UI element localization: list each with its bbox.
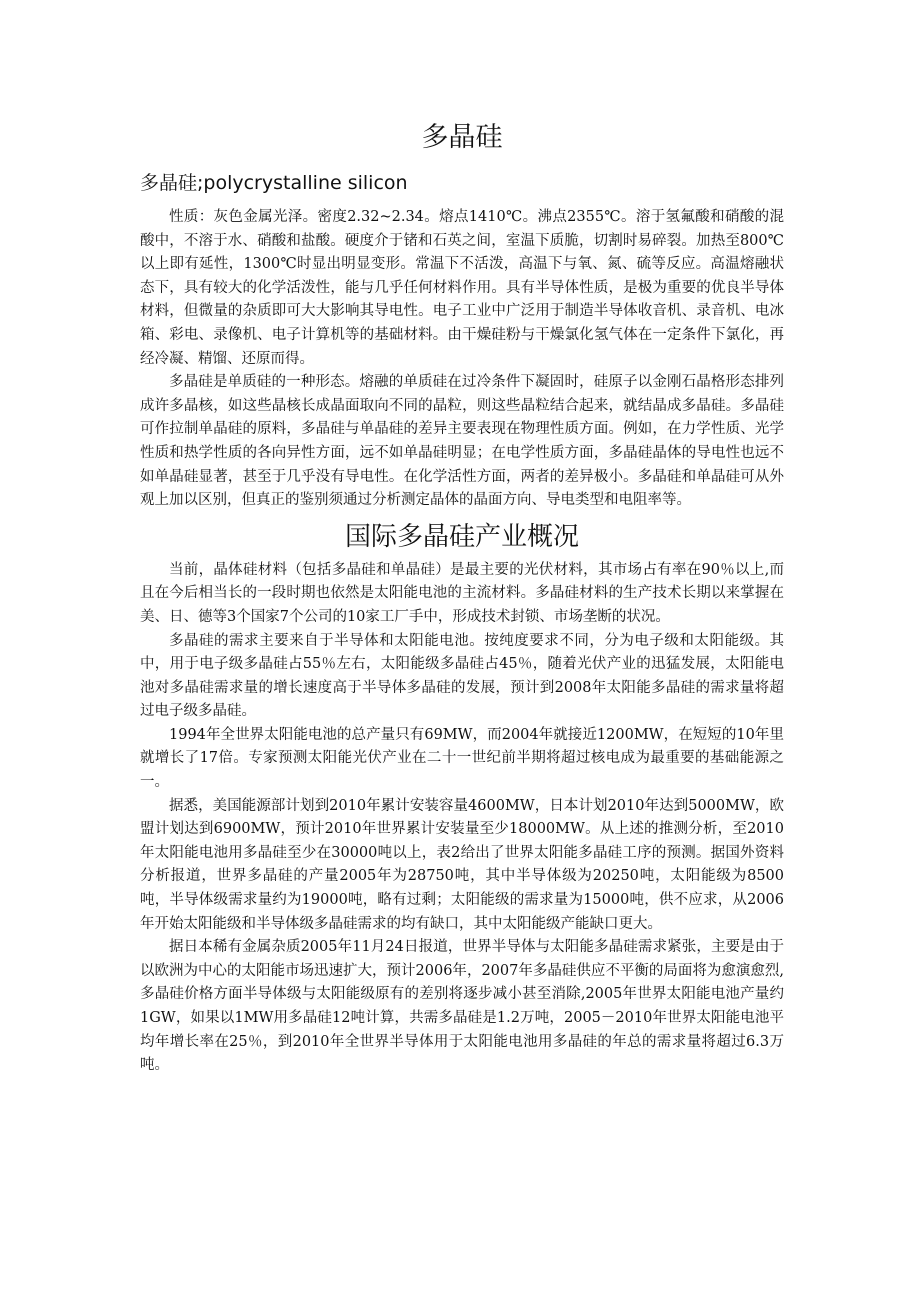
paragraph-properties: 性质：灰色金属光泽。密度2.32~2.34。熔点1410℃。沸点2355℃。溶于氢氟酸和硝酸的混酸中，不溶于水、硝酸和盐酸。硬度介于锗和石英之间，室温下质脆，切割时易碎裂。加热至800℃以上即有延性，1300℃时显出明显变形。常温下不活泼，高温下与氧、氮、硫等反应。高温熔融状态下，具有较大的化学活泼性，能与几乎任何材料作用。具有半导体性质，是极为重要的优良半导体材料，但微量的杂质即可大大影响其导电性。电子工业中广泛用于制造半导体收音机、录音机、电冰箱、彩电、录像机、电子计算机等的基础材料。由干燥硅粉与干燥氯化氢气体在一定条件下氯化，再经冷凝、精馏、还原而得。 [140, 209, 784, 367]
paragraph-morphology: 多晶硅是单质硅的一种形态。熔融的单质硅在过冷条件下凝固时，硅原子以金刚石晶格形态排列成许多晶核，如这些晶核长成晶面取向不同的晶粒，则这些晶粒结合起来，就结晶成多晶硅。多晶硅可作拉制单晶硅的原料，多晶硅与单晶硅的差异主要表现在物理性质方面。例如，在力学性质、光学性质和热学性质的各向异性方面，远不如单晶硅明显；在电学性质方面，多晶硅晶体的导电性也远不如单晶硅显著，甚至于几乎没有导电性。在化学活性方面，两者的差异极小。多晶硅和单晶硅可从外观上加以区别，但真正的鉴别须通过分析测定晶体的晶面方向、导电类型和电阻率等。 [140, 374, 784, 509]
page-title: 多晶硅 [421, 122, 503, 153]
paragraph-installation-plans: 据悉，美国能源部计划到2010年累计安装容量4600MW，日本计划2010年达到5000MW，欧盟计划达到6900MW，预计2010年世界累计安装量至少18000MW。从上述的推测分析，至2010年太阳能电池用多晶硅至少在30000吨以上，表2给出了世界太阳能多晶硅工序的预测。据国外资料分析报道，世界多晶硅的产量2005年为28750吨，其中半导体级为20250吨，太阳能级为8500吨，半导体级需求量约为19000吨，略有过剩；太阳能级的需求量为15000吨，供不应求，从2006年开始太阳能级和半导体级多晶硅需求的均有缺口，其中太阳能级产能缺口更大。 [140, 797, 784, 932]
paragraph-production-growth: 1994年全世界太阳能电池的总产量只有69MW，而2004年就接近1200MW，在短短的10年里就增长了17倍。专家预测太阳能光伏产业在二十一世纪前半期将超过核电成为最重要的基础能源之一。 [140, 726, 784, 791]
paragraph-market-share: 当前，晶体硅材料（包括多晶硅和单晶硅）是最主要的光伏材料，其市场占有率在90％以上,而且在今后相当长的一段时期也依然是太阳能电池的主流材料。多晶硅材料的生产技术长期以来掌握在美、日、德等3个国家7个公司的10家工厂手中，形成技术封锁、市场垄断的状况。 [140, 561, 784, 625]
subtitle: 多晶硅;polycrystalline silicon [140, 172, 408, 194]
paragraph-demand: 多晶硅的需求主要来自于半导体和太阳能电池。按纯度要求不同，分为电子级和太阳能级。其中，用于电子级多晶硅占55％左右，太阳能级多晶硅占45％，随着光伏产业的迅猛发展，太阳能电池对多晶硅需求量的增长速度高于半导体多晶硅的发展，预计到2008年太阳能多晶硅的需求量将超过电子级多晶硅。 [140, 632, 784, 720]
paragraph-supply-report: 据日本稀有金属杂质2005年11月24日报道，世界半导体与太阳能多晶硅需求紧张，主要是由于以欧洲为中心的太阳能市场迅速扩大，预计2006年，2007年多晶硅供应不平衡的局面将为愈演愈烈,多晶硅价格方面半导体级与太阳能级原有的差别将逐步减小甚至消除,2005年世界太阳能电池产量约1GW，如果以1MW用多晶硅12吨计算，共需多晶硅是1.2万吨，2005－2010年世界太阳能电池平均年增长率在25％，到2010年全世界半导体用于太阳能电池用多晶硅的年总的需求量将超过6.3万吨。 [140, 939, 784, 1074]
document-content [140, 118, 784, 1078]
section-title: 国际多晶硅产业概况 [344, 521, 579, 552]
